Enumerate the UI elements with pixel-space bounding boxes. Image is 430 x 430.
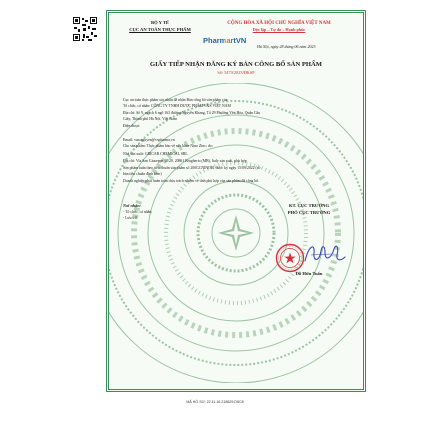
handwritten-signature bbox=[301, 239, 347, 269]
body-line-12: Doanh nghiệp phải hoàn toàn chịu trách nhiệm về tính phù hợp của sản phẩm đã công bố. bbox=[123, 179, 260, 183]
body-line-1: Cục an toàn thực phẩm xác nhận đã nhận Bản công bố sản phẩm của: bbox=[123, 98, 229, 102]
dossier-code: MÃ HỒ SƠ: 22.11.16.218629.D6C8 bbox=[186, 400, 244, 404]
body-line-11: bản tiêu chuẩn đính kèm) bbox=[123, 172, 162, 176]
body-line-6: Email: van.nguyen@vspharma.vn bbox=[123, 138, 175, 142]
recipient-item: - Lưu trữ. bbox=[123, 216, 138, 220]
signer-name: Đỗ Hữu Tuấn bbox=[295, 271, 323, 276]
qr-code bbox=[72, 16, 98, 42]
certificate-frame bbox=[106, 10, 366, 392]
watermark-text: PharmartVN bbox=[203, 36, 247, 45]
body-line-5: Điện thoại: bbox=[123, 124, 140, 128]
signer-role: KT. CỤC TRƯỞNG bbox=[288, 203, 330, 208]
country-name: CỘNG HÒA XÃ HỘI CHỦ NGHĨA VIỆT NAM bbox=[227, 21, 331, 26]
document-number: Số: 5470/2023/ĐKSP bbox=[217, 70, 255, 75]
body-line-10: Sản phẩm tuân theo tiêu chuẩn sản phẩm số 200GCNINO01 được ký ngày 15/09/2022 (có bbox=[123, 166, 261, 170]
recipients-heading: Nơi nhận: bbox=[123, 203, 141, 208]
body-line-7: Cho sản phẩm: Thực phẩm bảo vệ sức khỏe Nino Zinc; do: bbox=[123, 144, 213, 148]
national-motto: Độc lập – Tự do – Hạnh phúc bbox=[252, 27, 306, 32]
department-name: CỤC AN TOÀN THỰC PHẨM bbox=[129, 27, 191, 32]
body-line-8: Nhà sản xuất: GRICAR CHEMICAL SRL bbox=[123, 152, 188, 156]
body-line-3: Địa chỉ: Số 9, ngách 6 ngõ 163 đường Nguyễn Khang, Tổ 29 Phường Yên Hòa, Quận Cầu bbox=[123, 111, 260, 115]
body-line-2: Tổ chức, cá nhân: CÔNG TY TNHH DƯỢC PHẨM V&S VIỆT NAM bbox=[123, 104, 231, 108]
signer-deputy-title: PHÓ CỤC TRƯỞNG bbox=[287, 210, 331, 215]
recipient-item: - Tổ chức, cá nhân; bbox=[123, 210, 153, 214]
body-line-9: Địa chỉ: Via San Giuseppe 18/20, 20861 Brugherio (MB), Italy sản xuất, phù hợp bbox=[123, 159, 247, 163]
pharmart-watermark-logo bbox=[203, 37, 246, 45]
issue-date: Hà Nội, ngày 28 tháng 06 năm 2023 bbox=[257, 44, 316, 49]
ministry-name: BỘ Y TẾ bbox=[151, 20, 169, 25]
document-title: GIẤY TIẾP NHẬN ĐĂNG KÝ BẢN CÔNG BỐ SẢN PHẨM bbox=[150, 61, 322, 68]
body-line-4: Giấy, Thành phố Hà Nội, Việt Nam bbox=[123, 117, 177, 121]
